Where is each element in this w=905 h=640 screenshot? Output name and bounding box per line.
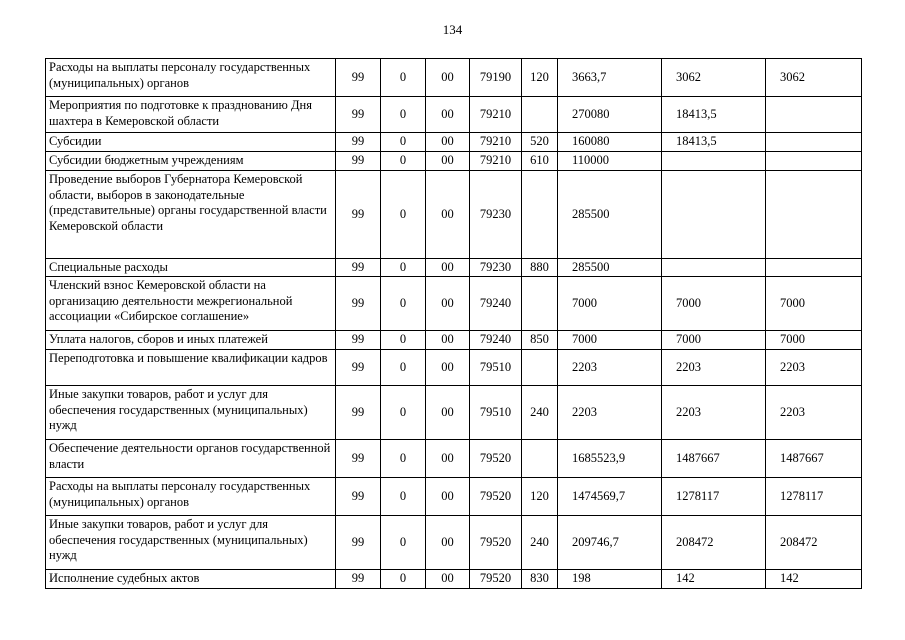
code-cell: 79510 bbox=[470, 350, 522, 386]
row-name-cell: Расходы на выплаты персоналу государственных (муниципальных) органов bbox=[46, 478, 336, 516]
om-cell: 00 bbox=[426, 478, 470, 516]
table-row bbox=[46, 259, 862, 277]
om-cell: 00 bbox=[426, 133, 470, 152]
row-name-cell: Уплата налогов, сборов и иных платежей bbox=[46, 331, 336, 350]
pp-cell: 0 bbox=[381, 59, 426, 97]
code-cell: 79520 bbox=[470, 478, 522, 516]
row-name-cell: Переподготовка и повышение квалификации кадров bbox=[46, 350, 336, 386]
gp-cell: 99 bbox=[336, 97, 381, 133]
year1-cell: 7000 bbox=[558, 331, 662, 350]
row-name-cell: Расходы на выплаты персоналу государственных (муниципальных) органов bbox=[46, 59, 336, 97]
table-row bbox=[46, 133, 862, 152]
code-cell: 79520 bbox=[470, 516, 522, 570]
year2-cell: 7000 bbox=[662, 277, 766, 331]
om-cell: 00 bbox=[426, 516, 470, 570]
vr-cell: 240 bbox=[522, 386, 558, 440]
pp-cell: 0 bbox=[381, 152, 426, 171]
gp-cell: 99 bbox=[336, 516, 381, 570]
om-cell: 00 bbox=[426, 59, 470, 97]
om-cell: 00 bbox=[426, 171, 470, 259]
pp-cell: 0 bbox=[381, 259, 426, 277]
budget-table bbox=[45, 58, 862, 589]
pp-cell: 0 bbox=[381, 171, 426, 259]
year1-cell: 2203 bbox=[558, 386, 662, 440]
pp-cell: 0 bbox=[381, 331, 426, 350]
pp-cell: 0 bbox=[381, 133, 426, 152]
code-cell: 79240 bbox=[470, 277, 522, 331]
pp-cell: 0 bbox=[381, 350, 426, 386]
pp-cell: 0 bbox=[381, 440, 426, 478]
table-row bbox=[46, 386, 862, 440]
table-row bbox=[46, 440, 862, 478]
om-cell: 00 bbox=[426, 440, 470, 478]
year2-cell bbox=[662, 171, 766, 259]
year3-cell: 7000 bbox=[766, 331, 862, 350]
gp-cell: 99 bbox=[336, 133, 381, 152]
om-cell: 00 bbox=[426, 570, 470, 589]
code-cell: 79210 bbox=[470, 152, 522, 171]
pp-cell: 0 bbox=[381, 570, 426, 589]
row-name-cell: Членский взнос Кемеровской области на организацию деятельности межрегиональной ассоциации «Сибирское соглашение» bbox=[46, 277, 336, 331]
om-cell: 00 bbox=[426, 331, 470, 350]
gp-cell: 99 bbox=[336, 331, 381, 350]
table-row bbox=[46, 570, 862, 589]
table-row bbox=[46, 152, 862, 171]
pp-cell: 0 bbox=[381, 516, 426, 570]
year1-cell: 270080 bbox=[558, 97, 662, 133]
row-name-cell: Иные закупки товаров, работ и услуг для обеспечения государственных (муниципальных) нужд bbox=[46, 516, 336, 570]
year3-cell: 1278117 bbox=[766, 478, 862, 516]
om-cell: 00 bbox=[426, 152, 470, 171]
year2-cell: 3062 bbox=[662, 59, 766, 97]
vr-cell: 120 bbox=[522, 59, 558, 97]
row-name-cell: Иные закупки товаров, работ и услуг для обеспечения государственных (муниципальных) нужд bbox=[46, 386, 336, 440]
table-row bbox=[46, 59, 862, 97]
year1-cell: 1685523,9 bbox=[558, 440, 662, 478]
vr-cell bbox=[522, 171, 558, 259]
code-cell: 79210 bbox=[470, 133, 522, 152]
year1-cell: 110000 bbox=[558, 152, 662, 171]
vr-cell: 880 bbox=[522, 259, 558, 277]
year1-cell: 160080 bbox=[558, 133, 662, 152]
vr-cell bbox=[522, 97, 558, 133]
vr-cell: 610 bbox=[522, 152, 558, 171]
gp-cell: 99 bbox=[336, 350, 381, 386]
year2-cell: 1278117 bbox=[662, 478, 766, 516]
table-row bbox=[46, 171, 862, 259]
pp-cell: 0 bbox=[381, 386, 426, 440]
row-name-cell: Проведение выборов Губернатора Кемеровской области, выборов в законодательные (представительные) органы государственной власти Кемеровской области bbox=[46, 171, 336, 259]
year3-cell: 3062 bbox=[766, 59, 862, 97]
om-cell: 00 bbox=[426, 277, 470, 331]
vr-cell: 240 bbox=[522, 516, 558, 570]
code-cell: 79190 bbox=[470, 59, 522, 97]
year1-cell: 3663,7 bbox=[558, 59, 662, 97]
year1-cell: 198 bbox=[558, 570, 662, 589]
year3-cell bbox=[766, 152, 862, 171]
gp-cell: 99 bbox=[336, 386, 381, 440]
year3-cell bbox=[766, 171, 862, 259]
year3-cell bbox=[766, 259, 862, 277]
year2-cell bbox=[662, 259, 766, 277]
row-name-cell: Субсидии бюджетным учреждениям bbox=[46, 152, 336, 171]
gp-cell: 99 bbox=[336, 570, 381, 589]
year3-cell: 7000 bbox=[766, 277, 862, 331]
om-cell: 00 bbox=[426, 97, 470, 133]
row-name-cell: Исполнение судебных актов bbox=[46, 570, 336, 589]
gp-cell: 99 bbox=[336, 478, 381, 516]
year1-cell: 285500 bbox=[558, 171, 662, 259]
code-cell: 79520 bbox=[470, 440, 522, 478]
table-row bbox=[46, 277, 862, 331]
year2-cell: 208472 bbox=[662, 516, 766, 570]
year2-cell: 18413,5 bbox=[662, 97, 766, 133]
pp-cell: 0 bbox=[381, 97, 426, 133]
page-number: 134 bbox=[442, 22, 463, 37]
code-cell: 79240 bbox=[470, 331, 522, 350]
vr-cell bbox=[522, 277, 558, 331]
row-name-cell: Мероприятия по подготовке к празднованию Дня шахтера в Кемеровской области bbox=[46, 97, 336, 133]
table-row bbox=[46, 478, 862, 516]
year2-cell: 1487667 bbox=[662, 440, 766, 478]
year2-cell: 2203 bbox=[662, 350, 766, 386]
code-cell: 79230 bbox=[470, 259, 522, 277]
pp-cell: 0 bbox=[381, 277, 426, 331]
gp-cell: 99 bbox=[336, 59, 381, 97]
year2-cell: 7000 bbox=[662, 331, 766, 350]
year2-cell: 18413,5 bbox=[662, 133, 766, 152]
vr-cell bbox=[522, 440, 558, 478]
gp-cell: 99 bbox=[336, 440, 381, 478]
row-name-cell: Обеспечение деятельности органов государственной власти bbox=[46, 440, 336, 478]
year3-cell: 2203 bbox=[766, 350, 862, 386]
code-cell: 79210 bbox=[470, 97, 522, 133]
row-name-cell: Субсидии bbox=[46, 133, 336, 152]
vr-cell: 830 bbox=[522, 570, 558, 589]
om-cell: 00 bbox=[426, 386, 470, 440]
row-name-cell: Специальные расходы bbox=[46, 259, 336, 277]
year2-cell: 142 bbox=[662, 570, 766, 589]
year1-cell: 1474569,7 bbox=[558, 478, 662, 516]
code-cell: 79520 bbox=[470, 570, 522, 589]
year1-cell: 2203 bbox=[558, 350, 662, 386]
year3-cell: 142 bbox=[766, 570, 862, 589]
year1-cell: 209746,7 bbox=[558, 516, 662, 570]
gp-cell: 99 bbox=[336, 152, 381, 171]
year1-cell: 7000 bbox=[558, 277, 662, 331]
year1-cell: 285500 bbox=[558, 259, 662, 277]
year3-cell: 2203 bbox=[766, 386, 862, 440]
year2-cell: 2203 bbox=[662, 386, 766, 440]
year3-cell: 1487667 bbox=[766, 440, 862, 478]
om-cell: 00 bbox=[426, 259, 470, 277]
table-row bbox=[46, 516, 862, 570]
gp-cell: 99 bbox=[336, 259, 381, 277]
vr-cell: 520 bbox=[522, 133, 558, 152]
pp-cell: 0 bbox=[381, 478, 426, 516]
gp-cell: 99 bbox=[336, 277, 381, 331]
table-row bbox=[46, 97, 862, 133]
year2-cell bbox=[662, 152, 766, 171]
year3-cell bbox=[766, 133, 862, 152]
code-cell: 79230 bbox=[470, 171, 522, 259]
om-cell: 00 bbox=[426, 350, 470, 386]
table-body bbox=[46, 59, 862, 589]
year3-cell bbox=[766, 97, 862, 133]
vr-cell bbox=[522, 350, 558, 386]
code-cell: 79510 bbox=[470, 386, 522, 440]
table-row bbox=[46, 350, 862, 386]
vr-cell: 120 bbox=[522, 478, 558, 516]
gp-cell: 99 bbox=[336, 171, 381, 259]
vr-cell: 850 bbox=[522, 331, 558, 350]
year3-cell: 208472 bbox=[766, 516, 862, 570]
table-row bbox=[46, 331, 862, 350]
